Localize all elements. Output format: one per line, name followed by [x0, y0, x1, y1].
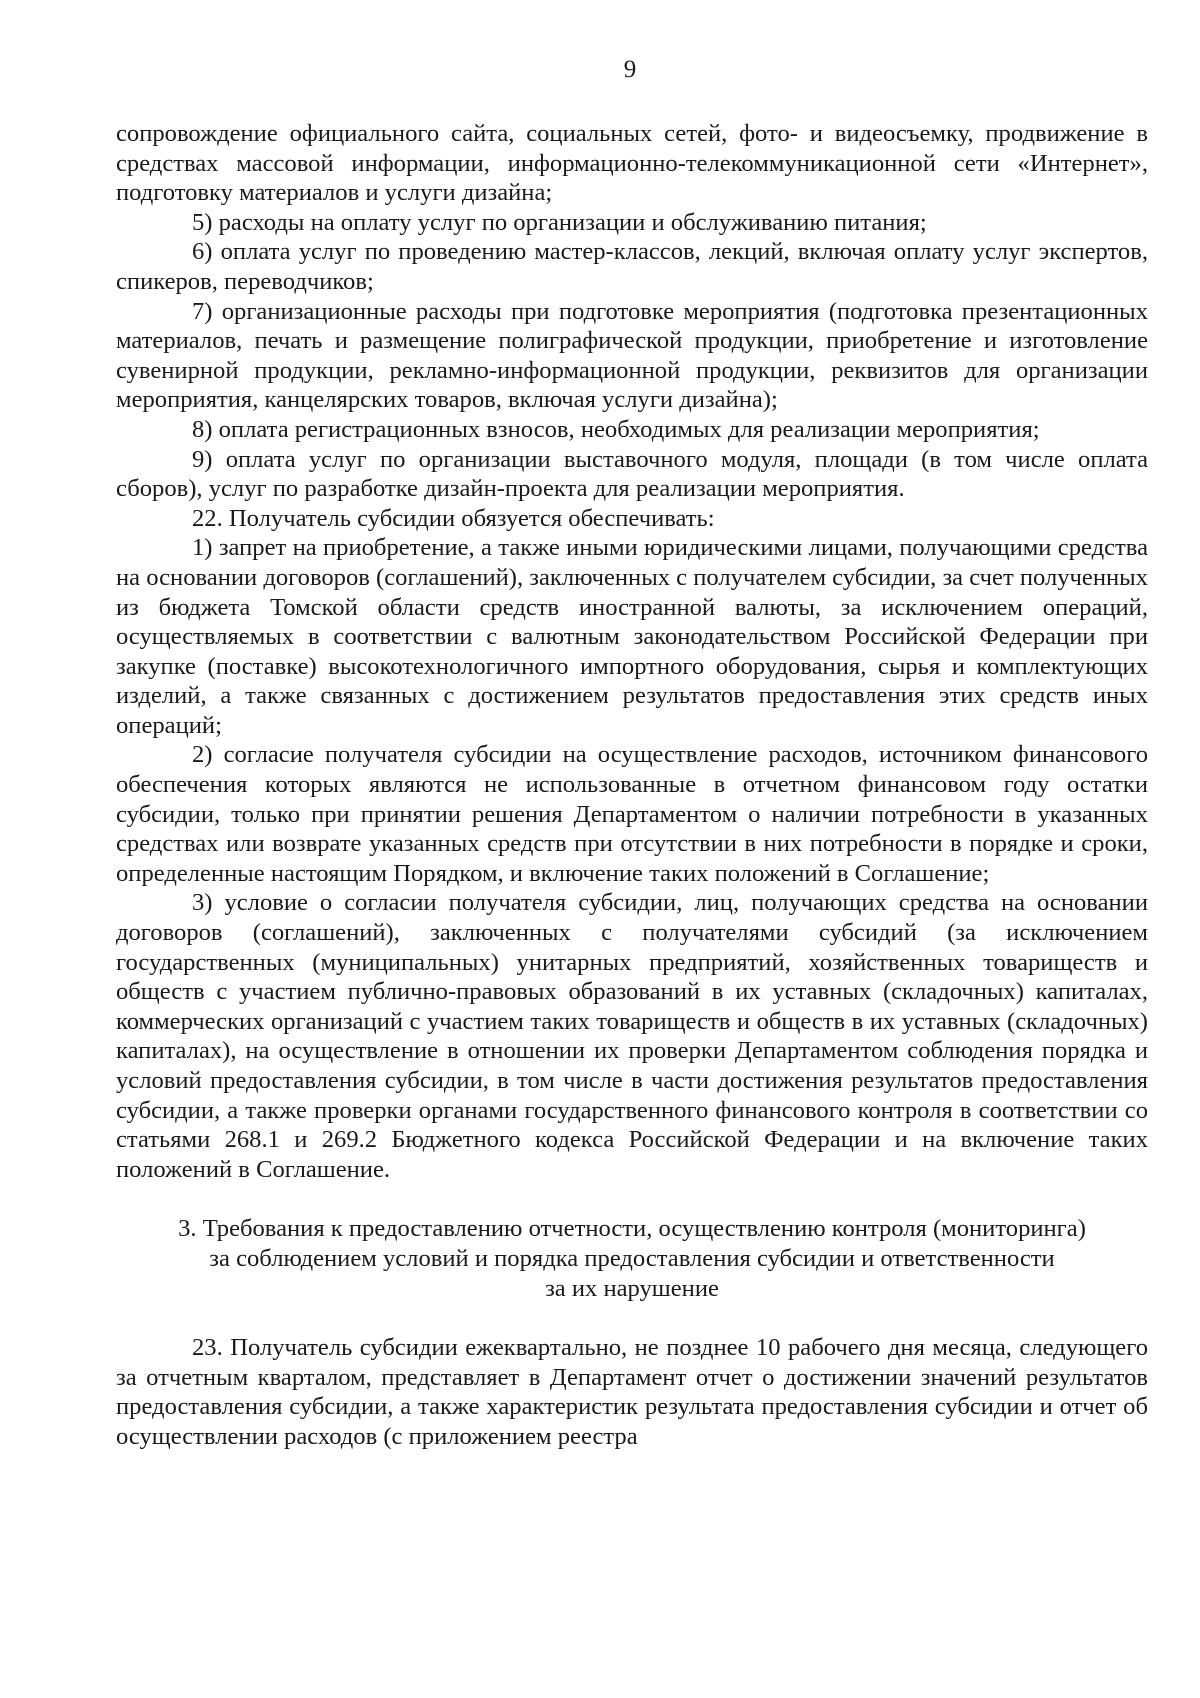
section-3-heading: [116, 1214, 1148, 1303]
clause-22: 22. Получатель субсидии обязуется обеспечивать:: [192, 504, 715, 532]
list-item-5: 5) расходы на оплату услуг по организации и обслуживанию питания;: [192, 208, 927, 236]
document-page: [116, 55, 1148, 1452]
clause-22-item-3: 3) условие о согласии получателя субсидии, лиц, получающих средства на основании договоров (соглашений), заключенных с получателями субсидий (за исключением государственных (муниципальных) унитарных предприятий, хозяйственных товариществ и обществ с участием публично-правовых образований в их уставных (складочных) капиталах, коммерческих организаций с участием таких товариществ и обществ в их уставных (складочных) капиталах), на осуществление в отношении их проверки Департаментом соблюдения порядка и условий предоставления субсидии, в том числе в части достижения результатов предоставления субсидии, а также проверки органами государственного финансового контроля в соответствии со статьями 268.1 и 269.2 Бюджетного кодекса Российской Федерации и на включение таких положений в Соглашение.: [116, 889, 1148, 1183]
list-item-7: 7) организационные расходы при подготовке мероприятия (подготовка презентационных материалов, печать и размещение полиграфической продукции, приобретение и изготовление сувенирной продукции, рекламно-информационной продукции, реквизитов для организации мероприятия, канцелярских товаров, включая услуги дизайна);: [116, 297, 1148, 414]
list-item-8: 8) оплата регистрационных взносов, необходимых для реализации мероприятия;: [192, 415, 1040, 443]
clause-22-item-2: 2) согласие получателя субсидии на осуществление расходов, источником финансового обеспечения которых являются не использованные в отчетном финансовом году остатки субсидии, только при принятии решения Департаментом о наличии потребности в указанных средствах или возврате указанных средств при отсутствии в них потребности в порядке и сроки, определенные настоящим Порядком, и включение таких положений в Соглашение;: [116, 741, 1148, 887]
list-item-6: 6) оплата услуг по проведению мастер-классов, лекций, включая оплату услуг экспертов, спикеров, переводчиков;: [116, 238, 1148, 295]
document-body: [116, 119, 1148, 1452]
page-number: 9: [623, 56, 637, 83]
clause-23: 23. Получатель субсидии ежеквартально, не позднее 10 рабочего дня месяца, следующего за отчетным кварталом, представляет в Департамент отчет о достижении значений результатов предоставления субсидии, а также характеристик результата предоставления субсидии и отчет об осуществлении расходов (с приложением реестра: [116, 1334, 1148, 1450]
clause-22-item-1: 1) запрет на приобретение, а также иными юридическими лицами, получающими средства на основании договоров (соглашений), заключенных с получателем субсидии, за счет полученных из бюджета Томской области средств иностранной валюты, за исключением операций, осуществляемых в соответствии с валютным законодательством Российской Федерации при закупке (поставке) высокотехнологичного импортного оборудования, сырья и комплектующих изделий, а также связанных с достижением результатов предоставления этих средств иных операций;: [116, 534, 1148, 739]
list-item-9: 9) оплата услуг по организации выставочного модуля, площади (в том числе оплата сборов), услуг по разработке дизайн-проекта для реализации мероприятия.: [116, 445, 1148, 503]
section-heading-line: 3. Требования к предоставлению отчетности, осуществлению контроля (мониторинга): [178, 1215, 1086, 1243]
section-heading-line: за соблюдением условий и порядка предоставления субсидии и ответственности: [209, 1244, 1055, 1272]
paragraph-continuation: сопровождение официального сайта, социальных сетей, фото- и видеосъемку, продвижение в средствах массовой информации, информационно-телекоммуникационной сети «Интернет», подготовку материалов и услуги дизайна;: [116, 120, 1148, 207]
section-heading-line: за их нарушение: [545, 1274, 719, 1302]
